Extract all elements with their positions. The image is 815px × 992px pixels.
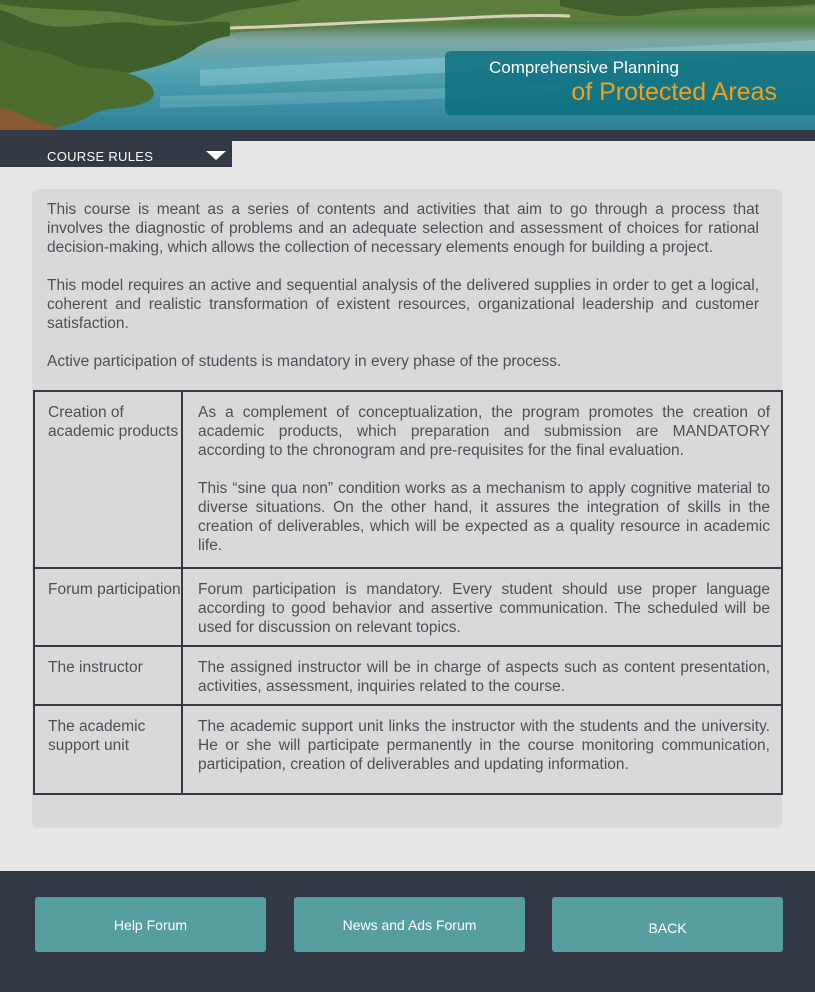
banner-subtitle: of Protected Areas	[571, 78, 777, 106]
rule-topic: Forum participation	[34, 568, 182, 646]
rule-description	[182, 391, 782, 568]
rule-paragraph: This “sine qua non” condition works as a mechanism to apply cognitive material to diverse situations. On the other hand, it assures the integration of skills in the creation of deliverables, which will be expected as a quality resource in academic life.	[198, 480, 770, 554]
intro-paragraph: Active participation of students is mandatory in every phase of the process.	[47, 353, 562, 370]
intro-paragraph: This model requires an active and sequential analysis of the delivered supplies in order to get a logical, coherent and realistic transformation of existent resources, organizational leadership and customer satisfaction.	[47, 277, 759, 332]
rule-topic: Creation of academic products	[34, 391, 182, 568]
rule-topic: The academic support unit	[34, 705, 182, 794]
back-label: BACK	[648, 919, 687, 936]
help-forum-button[interactable]	[35, 897, 266, 952]
header-banner	[0, 0, 815, 130]
table-row	[34, 391, 782, 568]
intro-paragraph: This course is meant as a series of contents and activities that aim to go through a process that involves the diagnostic of problems and an adequate selection and assessment of choices for rational decision-making, which allows the collection of necessary elements enough for building a project.	[47, 201, 759, 256]
rule-paragraph: As a complement of conceptualization, the program promotes the creation of academic products, which preparation and submission are MANDATORY according to the chronogram and pre-requisites for the final evaluation.	[198, 404, 770, 459]
caret-down-icon	[206, 151, 226, 160]
rule-description	[182, 705, 782, 794]
table-row	[34, 646, 782, 705]
rule-topic: The instructor	[34, 646, 182, 705]
rule-paragraph: Forum participation is mandatory. Every student should use proper language according to good behavior and assertive communication. The scheduled will be used for discussion on relevant topics.	[198, 581, 770, 636]
course-rules-table	[33, 390, 783, 795]
rule-description	[182, 568, 782, 646]
course-rules-dropdown[interactable]	[0, 141, 232, 167]
news-ads-forum-label: News and Ads Forum	[342, 916, 477, 933]
back-button[interactable]	[552, 897, 783, 952]
rule-paragraph: The academic support unit links the instructor with the students and the university. He or she will participate permanently in the course monitoring communication, participation, creation of deliverables and updating information.	[198, 718, 770, 773]
news-ads-forum-button[interactable]	[294, 897, 525, 952]
rule-description	[182, 646, 782, 705]
table-row	[34, 568, 782, 646]
banner-title: Comprehensive Planning	[489, 58, 679, 77]
intro-text	[47, 200, 759, 390]
course-rules-label: COURSE RULES	[47, 149, 154, 164]
rule-paragraph: The assigned instructor will be in charge of aspects such as content presentation, activities, assessment, inquiries related to the course.	[198, 659, 770, 695]
header-divider	[0, 130, 815, 141]
help-forum-label: Help Forum	[113, 916, 188, 933]
table-row	[34, 705, 782, 794]
